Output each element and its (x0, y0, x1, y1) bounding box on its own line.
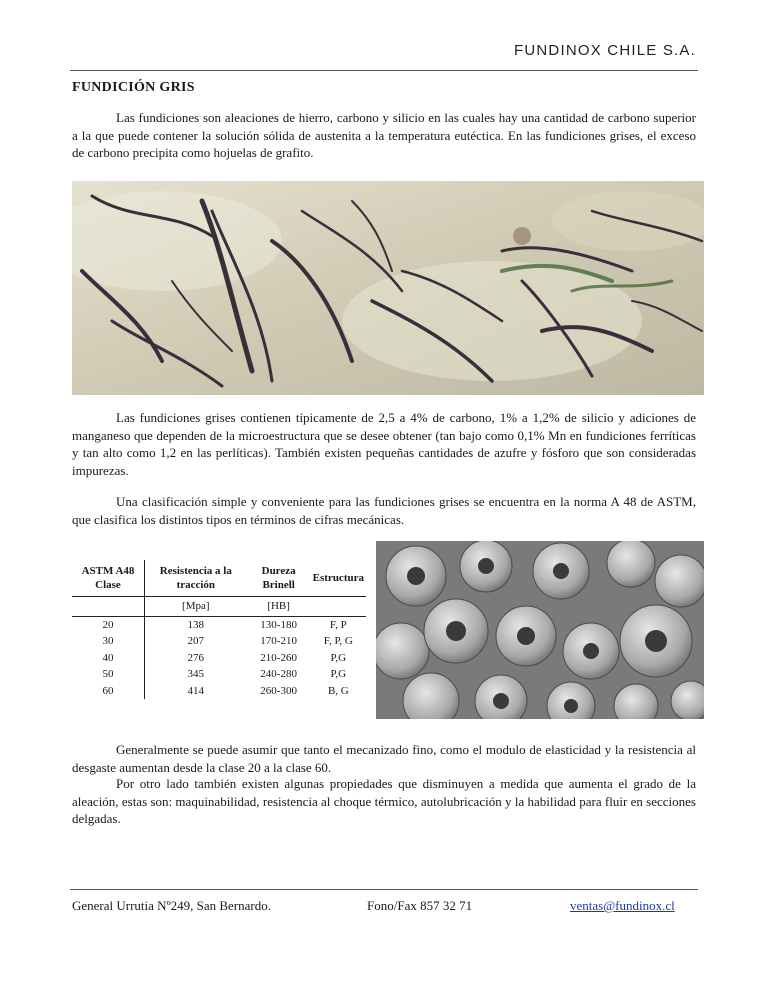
table-cell: 345 (187, 668, 205, 680)
table-cell: 130-180 (260, 618, 297, 631)
astm-a48-table (72, 560, 366, 699)
table-cell (72, 597, 145, 617)
paragraph-decreasing-properties (72, 775, 696, 828)
table-cell: F, P, G (323, 635, 353, 647)
table-cell: B, G (327, 684, 349, 697)
company-name: FUNDINOX CHILE S.A. (514, 42, 696, 59)
table-cell: 138 (187, 618, 205, 631)
table-row (72, 633, 366, 650)
footer-email-link[interactable]: ventas@fundinox.cl (570, 898, 675, 913)
footer-divider (70, 889, 698, 890)
paragraph-classification (72, 493, 696, 528)
paragraph-intro (72, 109, 696, 162)
table-cell: [Mpa] (145, 597, 247, 617)
header-structure: Estructura (312, 572, 364, 584)
table-cell (311, 597, 366, 617)
section-title: FUNDICIÓN GRIS (72, 80, 195, 95)
header-divider (70, 70, 698, 71)
table-row (72, 616, 366, 633)
paragraph-text: Generalmente se puede asumir que tanto el mecanizado fino, como el modulo de elasticidad y la resistencia al desgaste aumentan desde la clase 20 a la clase 60. (72, 742, 696, 775)
table-cell: [HB] (247, 597, 311, 617)
table-cell: 240-280 (260, 668, 297, 680)
table-row (72, 666, 366, 683)
header-tensile: Resistencia a la tracción (159, 565, 232, 591)
table-cell: 60 (72, 683, 145, 700)
table-row (72, 683, 366, 700)
table-cell: 276 (187, 651, 205, 664)
footer-address: General Urrutia Nº249, San Bernardo. (72, 898, 271, 913)
footer-phone: Fono/Fax 857 32 71 (367, 898, 473, 913)
table-cell: F, P (329, 618, 347, 631)
table-row (72, 650, 366, 667)
table-cell: 20 (72, 616, 145, 633)
table-cell: 170-210 (260, 635, 297, 647)
graphite-micrograph-image (72, 181, 704, 395)
paragraph-increasing-properties (72, 741, 696, 776)
paragraph-composition (72, 409, 696, 479)
table-header-row (72, 560, 366, 597)
table-cell: 50 (72, 666, 145, 683)
header-class: ASTM A48 Clase (72, 560, 145, 597)
cast-parts-image (376, 541, 704, 719)
table-cell: 30 (72, 633, 145, 650)
table-cell: P,G (330, 651, 347, 664)
table-cell: 210-260 (260, 651, 297, 664)
header-hardness: Dureza Brinell (261, 565, 296, 591)
table-cell: P,G (330, 668, 347, 680)
paragraph-text: Las fundiciones grises contienen típicamente de 2,5 a 4% de carbono, 1% a 1,2% de silicio y adiciones de manganeso que dependen de la microestructura que se desee obtener (tan bajo como 0,1% Mn en fundiciones ferríticas y tan alto como 1,2 en las perlíticas). También existen pequeñas cantidades de azufre y fósforo que son consideradas impurezas. (72, 410, 696, 478)
table-cell: 207 (187, 635, 205, 647)
table-cell: 414 (187, 684, 205, 697)
table-cell: 40 (72, 650, 145, 667)
paragraph-text: Por otro lado también existen algunas propiedades que disminuyen a medida que aumenta el grado de la aleación, estas son: maquinabilidad, resistencia al choque térmico, autolubricación y la habilidad para fluir en secciones delgadas. (72, 776, 696, 826)
table-units-row (72, 597, 366, 617)
table-cell: 260-300 (260, 684, 297, 697)
paragraph-text: Las fundiciones son aleaciones de hierro, carbono y silicio en las cuales hay una cantidad de carbono superior a la que puede contener la solución sólida de austenita a la temperatura eutéctica. En las fundiciones grises, el exceso de carbono precipita como hojuelas de grafito. (72, 110, 696, 160)
paragraph-text: Una clasificación simple y conveniente para las fundiciones grises se encuentra en la norma A 48 de ASTM, que clasifica los distintos tipos en términos de cifras mecánicas. (72, 494, 696, 527)
